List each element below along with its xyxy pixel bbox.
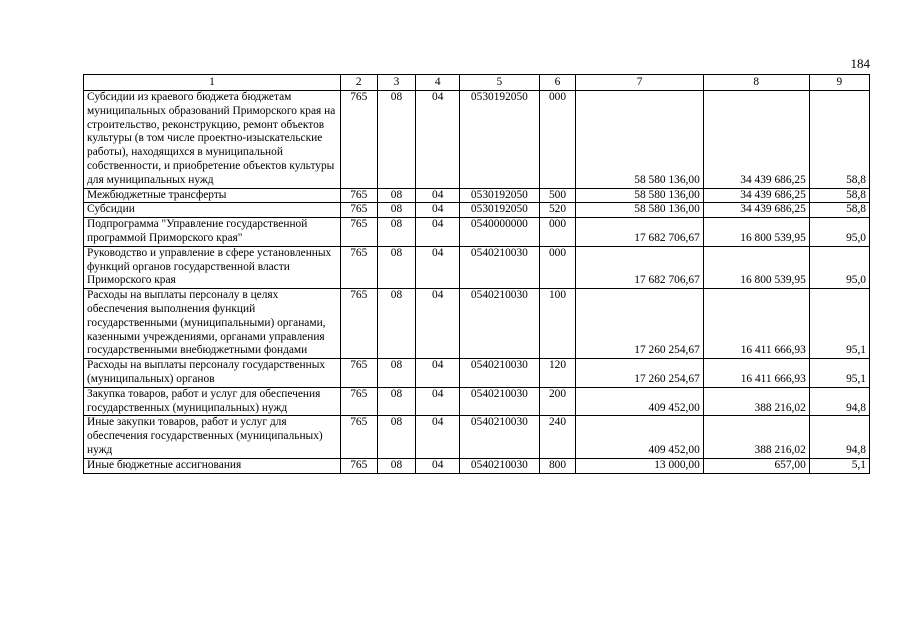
admin-code-cell: 765 <box>340 91 377 189</box>
subsection-cell: 04 <box>416 218 460 247</box>
row-name-cell: Иные закупки товаров, работ и услуг для обеспечения государственных (муниципальных) нужд <box>84 416 341 458</box>
expense-type-cell: 500 <box>539 188 576 203</box>
expense-type-cell: 000 <box>539 218 576 247</box>
section-cell: 08 <box>377 416 416 458</box>
admin-code-cell: 765 <box>340 416 377 458</box>
section-cell: 08 <box>377 289 416 359</box>
target-article-cell: 0540000000 <box>460 218 540 247</box>
expense-type-cell: 800 <box>539 458 576 473</box>
percent-cell: 95,1 <box>809 289 869 359</box>
column-header: 3 <box>377 75 416 91</box>
target-article-cell: 0540210030 <box>460 246 540 288</box>
expense-type-cell: 120 <box>539 359 576 388</box>
subsection-cell: 04 <box>416 359 460 388</box>
subsection-cell: 04 <box>416 387 460 416</box>
section-cell: 08 <box>377 91 416 189</box>
admin-code-cell: 765 <box>340 387 377 416</box>
section-cell: 08 <box>377 458 416 473</box>
expense-type-cell: 200 <box>539 387 576 416</box>
column-header: 2 <box>340 75 377 91</box>
table-row <box>84 218 870 247</box>
percent-cell: 58,8 <box>809 203 869 218</box>
header-row <box>84 75 870 91</box>
column-header: 7 <box>576 75 703 91</box>
percent-cell: 94,8 <box>809 387 869 416</box>
target-article-cell: 0540210030 <box>460 289 540 359</box>
expense-type-cell: 000 <box>539 246 576 288</box>
page-number: 184 <box>850 56 870 71</box>
table-body <box>84 91 870 474</box>
row-name-cell: Подпрограмма "Управление государственной программой Приморского края" <box>84 218 341 247</box>
section-cell: 08 <box>377 218 416 247</box>
subsection-cell: 04 <box>416 289 460 359</box>
admin-code-cell: 765 <box>340 203 377 218</box>
subsection-cell: 04 <box>416 91 460 189</box>
table-row <box>84 416 870 458</box>
executed-amount-cell: 34 439 686,25 <box>703 188 809 203</box>
column-header: 5 <box>460 75 540 91</box>
section-cell: 08 <box>377 387 416 416</box>
section-cell: 08 <box>377 188 416 203</box>
row-name-cell: Закупка товаров, работ и услуг для обеспечения государственных (муниципальных) нужд <box>84 387 341 416</box>
row-name-cell: Межбюджетные трансферты <box>84 188 341 203</box>
planned-amount-cell: 58 580 136,00 <box>576 188 703 203</box>
target-article-cell: 0540210030 <box>460 458 540 473</box>
percent-cell: 94,8 <box>809 416 869 458</box>
target-article-cell: 0540210030 <box>460 359 540 388</box>
subsection-cell: 04 <box>416 188 460 203</box>
row-name-cell: Субсидии из краевого бюджета бюджетам муниципальных образований Приморского края на строительство, реконструкцию, ремонт объектов культуры (в том числе проектно-изыскательские работы), находящихся в муниципальной собственности, и приобретение объектов культуры для муниципальных нужд <box>84 91 341 189</box>
target-article-cell: 0530192050 <box>460 188 540 203</box>
admin-code-cell: 765 <box>340 218 377 247</box>
table-row <box>84 91 870 189</box>
table-row <box>84 359 870 388</box>
table-row <box>84 458 870 473</box>
planned-amount-cell: 17 260 254,67 <box>576 289 703 359</box>
executed-amount-cell: 388 216,02 <box>703 387 809 416</box>
admin-code-cell: 765 <box>340 246 377 288</box>
planned-amount-cell: 58 580 136,00 <box>576 203 703 218</box>
row-name-cell: Руководство и управление в сфере установленных функций органов государственной власти Приморского края <box>84 246 341 288</box>
budget-table <box>83 74 870 474</box>
target-article-cell: 0540210030 <box>460 387 540 416</box>
table-row <box>84 246 870 288</box>
expense-type-cell: 520 <box>539 203 576 218</box>
row-name-cell: Расходы на выплаты персоналу в целях обеспечения выполнения функций государственными (муниципальными) органами, казенными учреждениями, органами управления государственными внебюджетными фондами <box>84 289 341 359</box>
admin-code-cell: 765 <box>340 188 377 203</box>
expense-type-cell: 240 <box>539 416 576 458</box>
executed-amount-cell: 34 439 686,25 <box>703 203 809 218</box>
subsection-cell: 04 <box>416 458 460 473</box>
admin-code-cell: 765 <box>340 359 377 388</box>
target-article-cell: 0530192050 <box>460 203 540 218</box>
subsection-cell: 04 <box>416 416 460 458</box>
planned-amount-cell: 58 580 136,00 <box>576 91 703 189</box>
planned-amount-cell: 13 000,00 <box>576 458 703 473</box>
percent-cell: 5,1 <box>809 458 869 473</box>
table-row <box>84 203 870 218</box>
planned-amount-cell: 17 682 706,67 <box>576 246 703 288</box>
table-row <box>84 188 870 203</box>
column-header: 4 <box>416 75 460 91</box>
column-header: 8 <box>703 75 809 91</box>
planned-amount-cell: 17 682 706,67 <box>576 218 703 247</box>
executed-amount-cell: 16 800 539,95 <box>703 218 809 247</box>
section-cell: 08 <box>377 359 416 388</box>
column-header: 6 <box>539 75 576 91</box>
expense-type-cell: 100 <box>539 289 576 359</box>
admin-code-cell: 765 <box>340 289 377 359</box>
executed-amount-cell: 657,00 <box>703 458 809 473</box>
section-cell: 08 <box>377 246 416 288</box>
planned-amount-cell: 409 452,00 <box>576 416 703 458</box>
row-name-cell: Иные бюджетные ассигнования <box>84 458 341 473</box>
executed-amount-cell: 34 439 686,25 <box>703 91 809 189</box>
admin-code-cell: 765 <box>340 458 377 473</box>
executed-amount-cell: 16 411 666,93 <box>703 359 809 388</box>
subsection-cell: 04 <box>416 203 460 218</box>
column-header: 1 <box>84 75 341 91</box>
executed-amount-cell: 388 216,02 <box>703 416 809 458</box>
planned-amount-cell: 17 260 254,67 <box>576 359 703 388</box>
row-name-cell: Субсидии <box>84 203 341 218</box>
percent-cell: 58,8 <box>809 188 869 203</box>
table-row <box>84 289 870 359</box>
percent-cell: 95,0 <box>809 218 869 247</box>
section-cell: 08 <box>377 203 416 218</box>
expense-type-cell: 000 <box>539 91 576 189</box>
subsection-cell: 04 <box>416 246 460 288</box>
table-row <box>84 387 870 416</box>
planned-amount-cell: 409 452,00 <box>576 387 703 416</box>
row-name-cell: Расходы на выплаты персоналу государственных (муниципальных) органов <box>84 359 341 388</box>
target-article-cell: 0530192050 <box>460 91 540 189</box>
percent-cell: 95,0 <box>809 246 869 288</box>
executed-amount-cell: 16 800 539,95 <box>703 246 809 288</box>
percent-cell: 95,1 <box>809 359 869 388</box>
executed-amount-cell: 16 411 666,93 <box>703 289 809 359</box>
percent-cell: 58,8 <box>809 91 869 189</box>
table-header <box>84 75 870 91</box>
column-header: 9 <box>809 75 869 91</box>
target-article-cell: 0540210030 <box>460 416 540 458</box>
